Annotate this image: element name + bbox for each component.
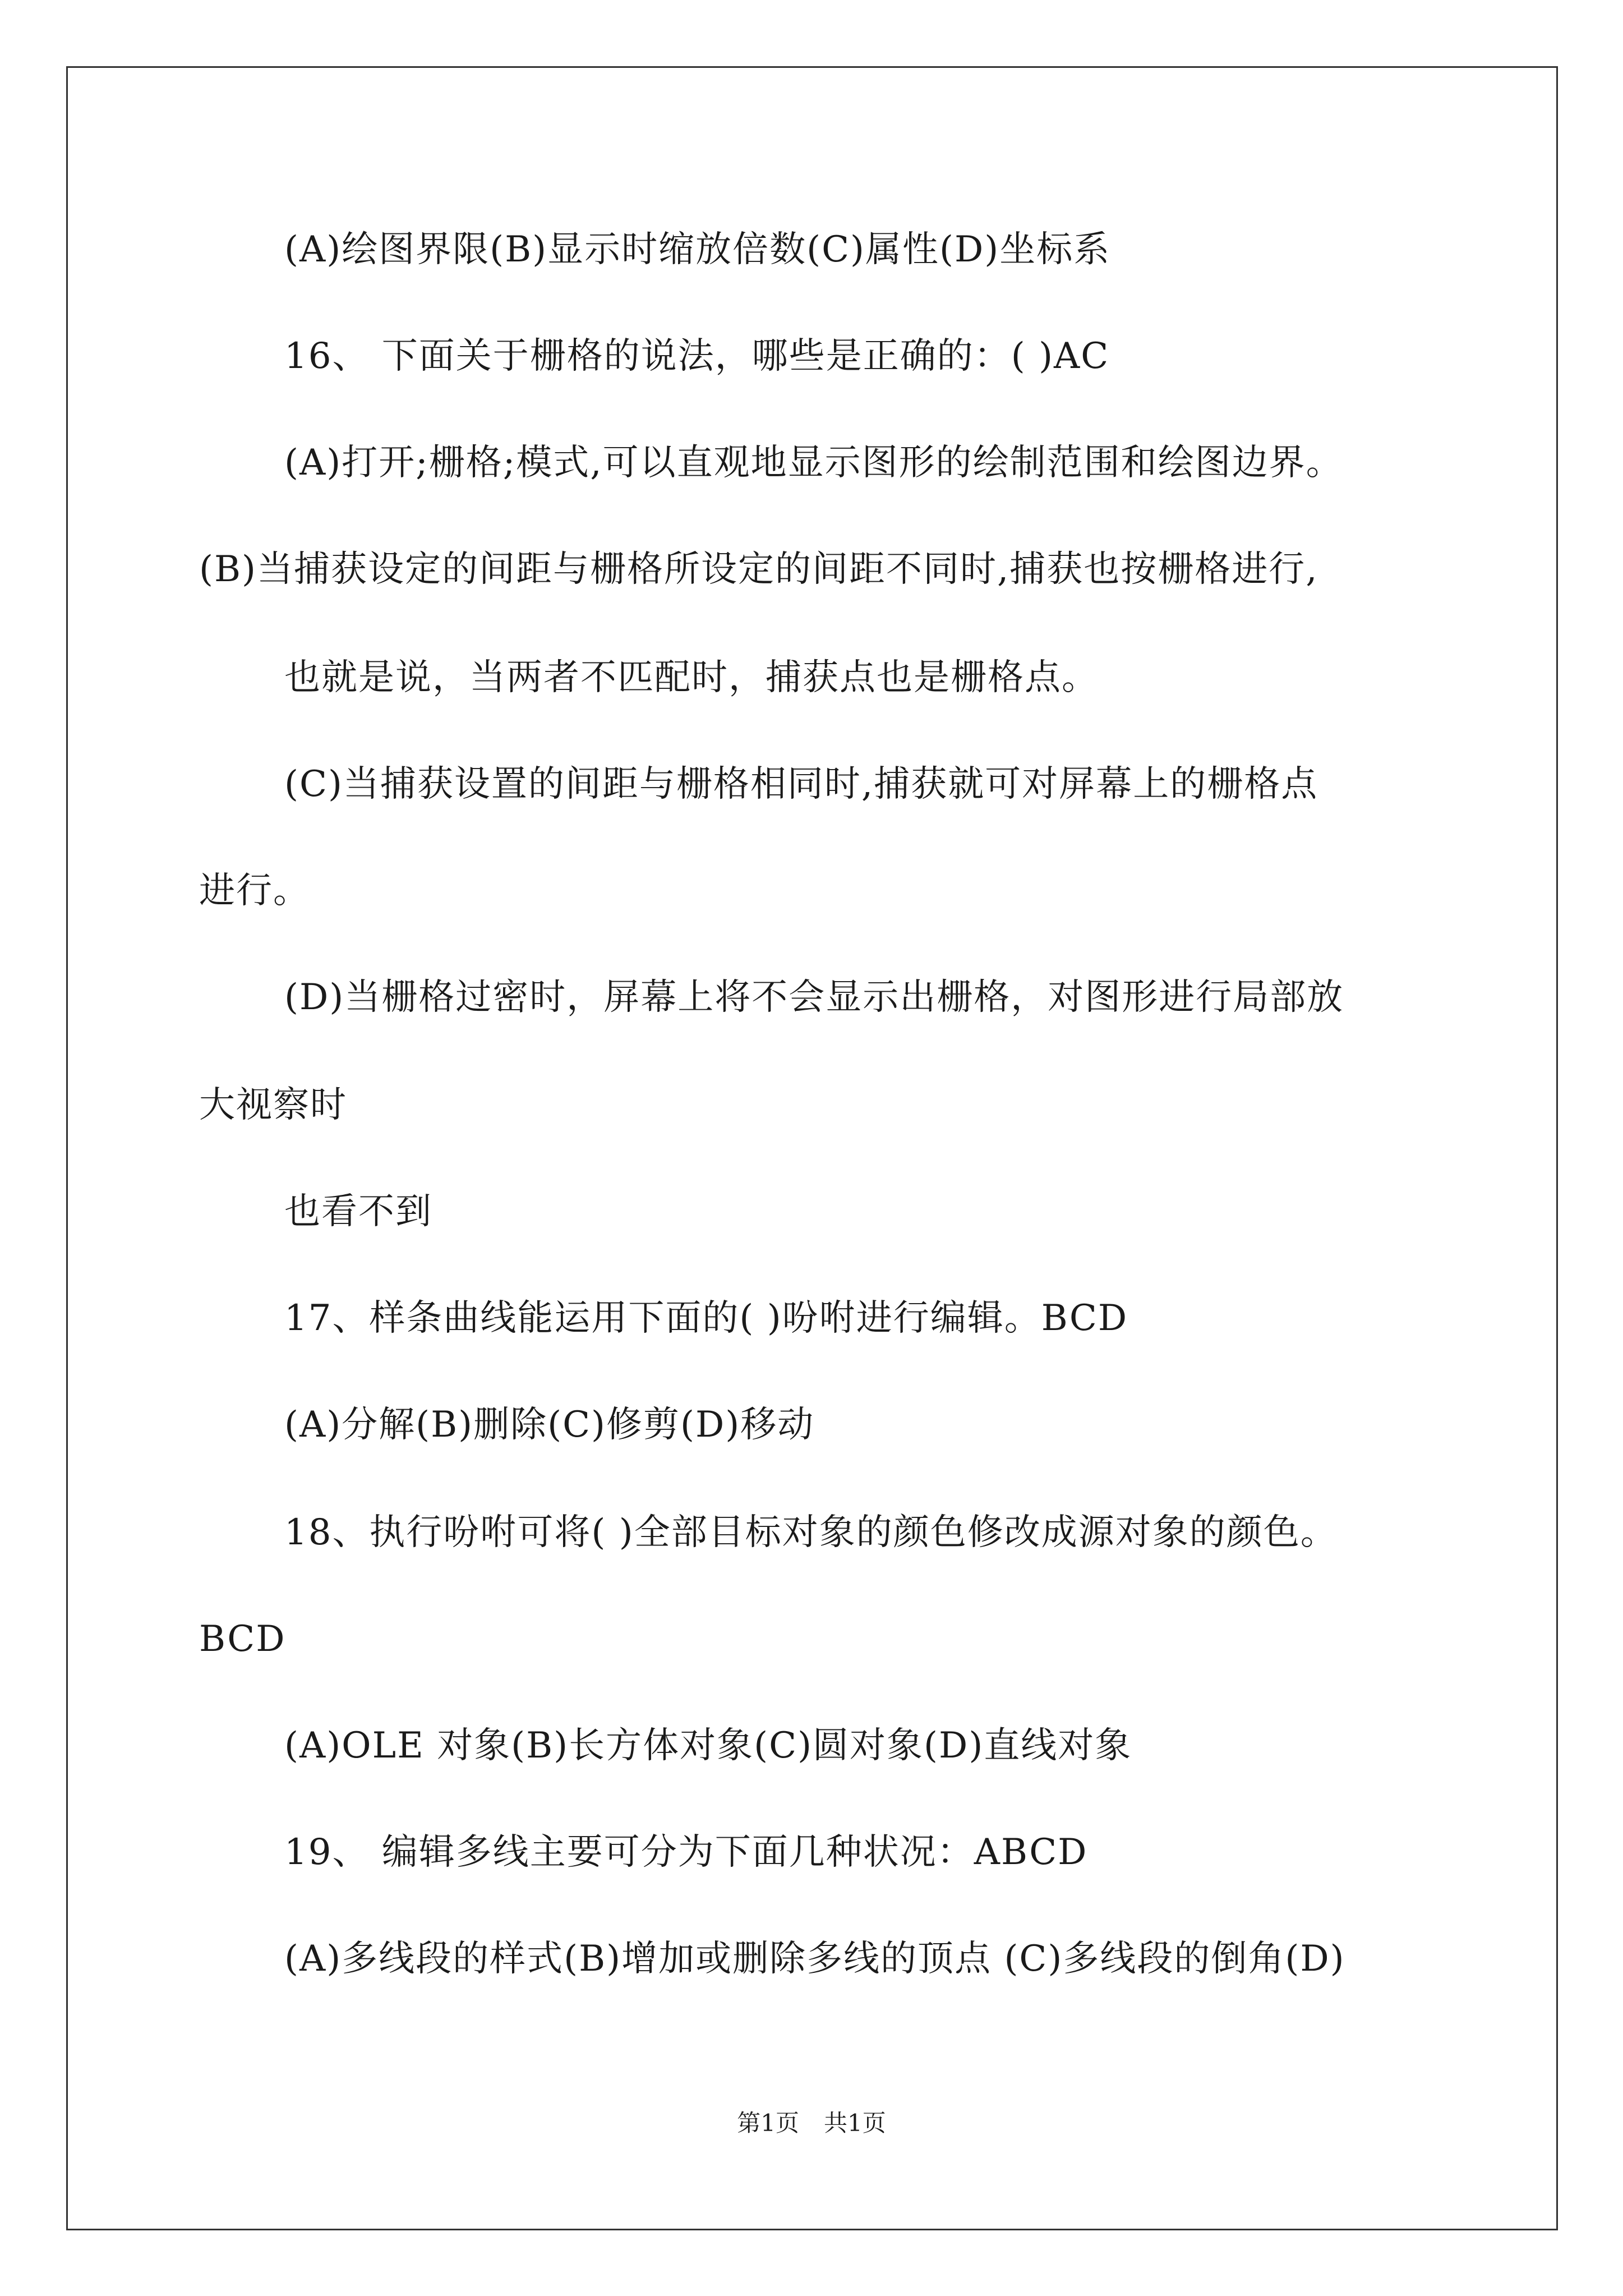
question-16: 16、 下面关于栅格的说法，哪些是正确的：( )AC	[284, 335, 1110, 377]
option-16a: (A)打开;栅格;模式,可以直观地显示图形的绘制范围和绘图边界。	[284, 442, 1343, 484]
page-number: 第1页	[737, 2109, 799, 2137]
option-16d-cont-2: 也看不到	[284, 1191, 432, 1232]
option-line-15: (A)绘图界限(B)显示时缩放倍数(C)属性(D)坐标系	[284, 229, 1111, 270]
page-border	[66, 66, 1558, 2230]
page-footer	[0, 2106, 1623, 2140]
option-16b-cont: 也就是说，当两者不匹配时，捕获点也是栅格点。	[284, 657, 1099, 698]
option-line-19: (A)多线段的样式(B)增加或删除多线的顶点 (C)多线段的倒角(D)	[284, 1938, 1345, 1980]
page-total: 共1页	[824, 2109, 886, 2137]
option-16d-cont-1: 大视察时	[199, 1084, 347, 1126]
option-16b: (B)当捕获设定的间距与栅格所设定的间距不同时,捕获也按栅格进行,	[199, 549, 1318, 590]
option-line-18: (A)OLE 对象(B)长方体对象(C)圆对象(D)直线对象	[284, 1725, 1132, 1766]
question-18: 18、执行吩咐可将( )全部目标对象的颜色修改成源对象的颜色。	[284, 1512, 1338, 1553]
option-line-17: (A)分解(B)删除(C)修剪(D)移动	[284, 1404, 815, 1446]
option-16d: (D)当栅格过密时，屏幕上将不会显示出栅格，对图形进行局部放	[284, 977, 1344, 1018]
question-19: 19、 编辑多线主要可分为下面几种状况：ABCD	[284, 1832, 1088, 1873]
question-17: 17、样条曲线能运用下面的( )吩咐进行编辑。BCD	[284, 1297, 1128, 1339]
option-16c-cont: 进行。	[199, 870, 310, 912]
answer-18: BCD	[199, 1618, 286, 1660]
option-16c: (C)当捕获设置的间距与栅格相同时,捕获就可对屏幕上的栅格点	[284, 763, 1318, 805]
